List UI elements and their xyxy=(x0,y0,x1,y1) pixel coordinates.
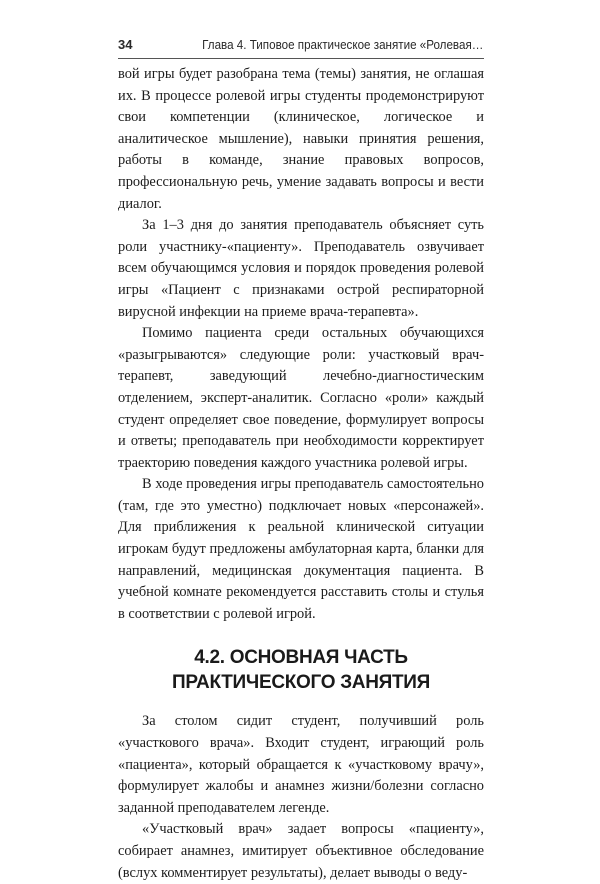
section-heading xyxy=(118,645,484,695)
section-heading-line: 4.2. ОСНОВНАЯ ЧАСТЬ xyxy=(194,647,408,669)
paragraph: За 1–3 дня до занятия преподаватель объясняет суть роли участнику-«пациенту». Преподаватель озвучивает всем обучающимся условия и порядок проведения ролевой игры «Пациент с признаками острой респираторной вирусной инфекции на приеме врача-терапевта». xyxy=(118,217,484,320)
section-heading-line: ПРАКТИЧЕСКОГО ЗАНЯТИЯ xyxy=(171,672,431,694)
paragraph: «Участковый врач» задает вопросы «пациенту», собирает анамнез, имитирует объективное обследование (вслух комментирует результаты), делает выводы о веду- xyxy=(118,821,484,881)
running-title: Глава 4. Типовое практическое занятие «Ролевая… xyxy=(201,38,483,52)
running-header xyxy=(118,37,483,52)
page-number: 34 xyxy=(118,37,133,52)
paragraph: вой игры будет разобрана тема (темы) занятия, не оглашая их. В процессе ролевой игры студенты продемонстрируют свои компетенции (клиническое, логическое и аналитическое мышление), навыки принятия решения, работы в команде, знание правовых вопросов, профессиональную речь, умение задавать вопросы и вести диалог. xyxy=(118,66,484,212)
header-rule xyxy=(118,58,484,59)
page-body xyxy=(118,64,484,884)
paragraph: В ходе проведения игры преподаватель самостоятельно (там, где это уместно) подключает новых «персонажей». Для приближения к реальной клинической ситуации игрокам будут предложены амбулаторная карта, бланки для направлений, медицинская документация пациента. В учебной комнате рекомендуется расставить столы и стулья в соответствии с ролевой игрой. xyxy=(118,476,484,622)
paragraph: За столом сидит студент, получивший роль «участкового врача». Входит студент, играющий роль «пациента», который обращается к «участковому врачу», формулирует жалобы и анамнез жизни/болезни согласно заданной преподавателем легенде. xyxy=(118,713,484,816)
paragraph: Помимо пациента среди остальных обучающихся «разыгрываются» следующие роли: участковый врач-терапевт, заведующий лечебно-диагностическим отделением, эксперт-аналитик. Согласно «роли» каждый студент определяет свое поведение, формулирует вопросы и ответы; преподаватель при необходимости корректирует траекторию поведения каждого участника ролевой игры. xyxy=(118,325,484,471)
